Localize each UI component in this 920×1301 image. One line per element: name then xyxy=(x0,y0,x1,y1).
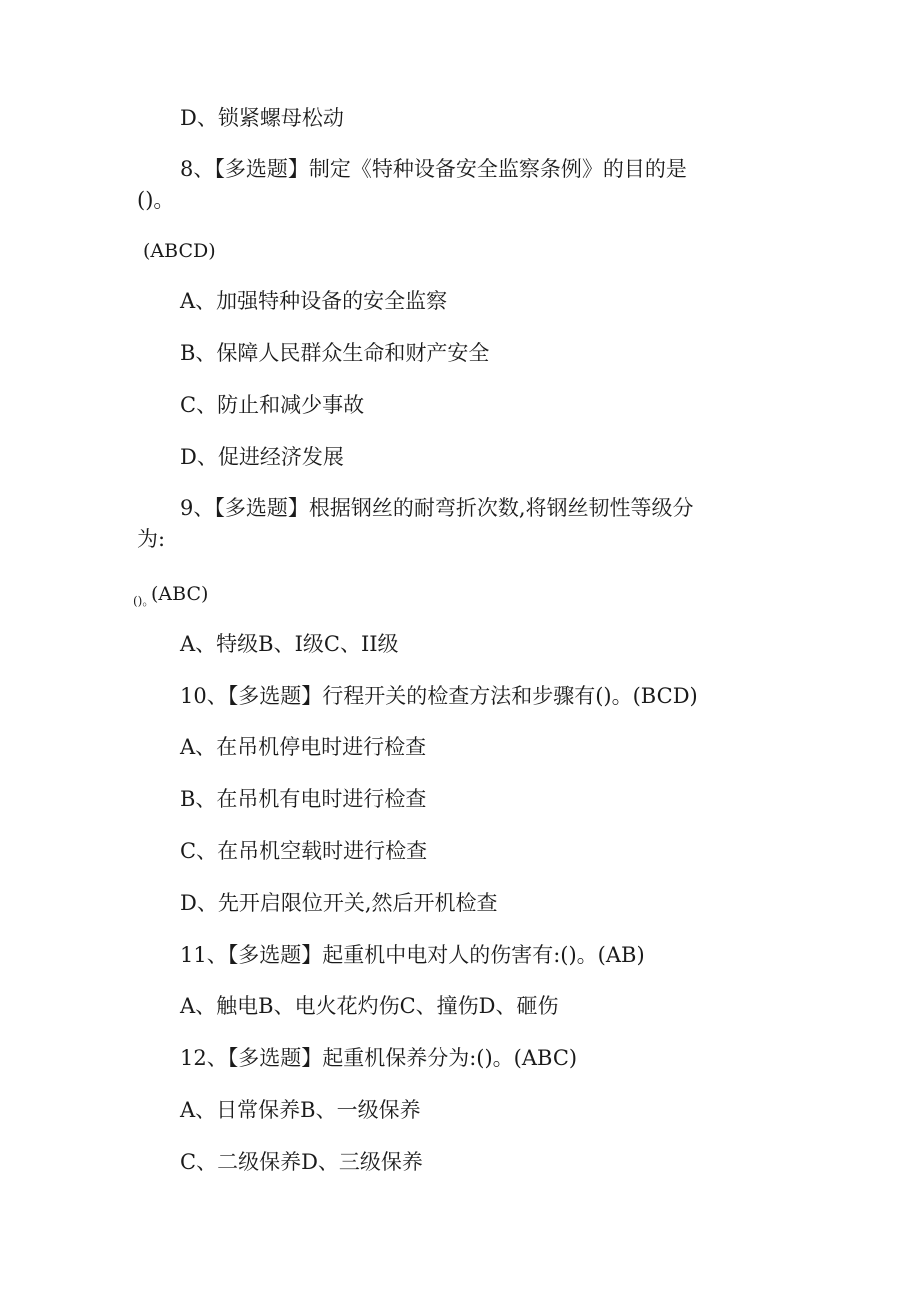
q8-answer: (ABCD) xyxy=(143,240,216,262)
q8-question: 8、【多选题】制定《特种设备安全监察条例》的目的是 xyxy=(180,157,687,181)
q8-option-b: B、保障人民群众生命和财产安全 xyxy=(180,341,490,365)
q9-question: 9、【多选题】根据钢丝的耐弯折次数,将钢丝韧性等级分 xyxy=(180,496,694,520)
q9-blank: ()。 xyxy=(133,594,155,608)
q8-question-continued: ()。 xyxy=(137,188,175,212)
q10-question: 10、【多选题】行程开关的检查方法和步骤有()。(BCD) xyxy=(180,684,698,708)
q11-options: A、触电B、电火花灼伤C、撞伤D、砸伤 xyxy=(180,994,559,1018)
q11-question: 11、【多选题】起重机中电对人的伤害有:()。(AB) xyxy=(180,943,645,967)
q8-option-a: A、加强特种设备的安全监察 xyxy=(180,289,448,313)
q10-option-a: A、在吊机停电时进行检查 xyxy=(180,735,427,759)
q9-answer: (ABC) xyxy=(151,583,209,605)
q10-option-c: C、在吊机空载时进行检查 xyxy=(180,839,428,863)
q12-options-ab: A、日常保养B、一级保养 xyxy=(180,1098,421,1122)
q8-option-c: C、防止和减少事故 xyxy=(180,393,365,417)
q10-option-d: D、先开启限位开关,然后开机检查 xyxy=(180,891,498,915)
q12-options-cd: C、二级保养D、三级保养 xyxy=(180,1150,423,1174)
q7-option-d: D、锁紧螺母松动 xyxy=(180,106,344,130)
q12-question: 12、【多选题】起重机保养分为:()。(ABC) xyxy=(180,1046,578,1070)
q9-question-continued: 为: xyxy=(137,527,166,551)
q9-options: A、特级B、I级C、II级 xyxy=(180,632,399,656)
q8-option-d: D、促进经济发展 xyxy=(180,445,344,469)
q10-option-b: B、在吊机有电时进行检查 xyxy=(180,787,427,811)
